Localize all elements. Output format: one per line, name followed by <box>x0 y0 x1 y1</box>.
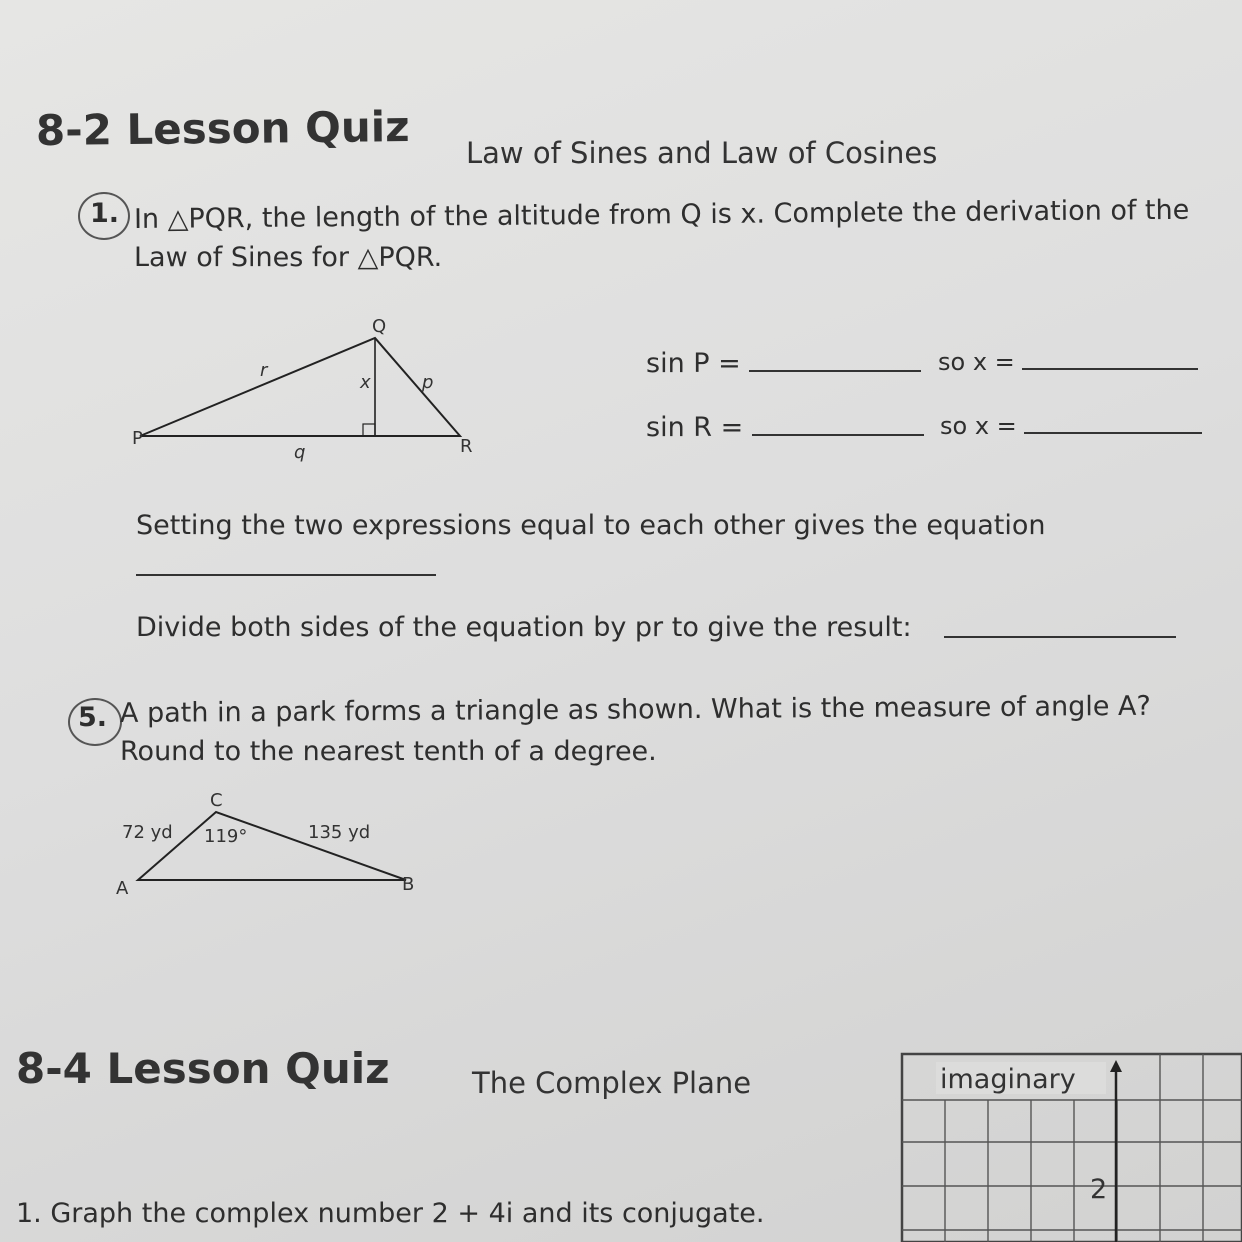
question-5-line-2: Round to the nearest tenth of a degree. <box>120 736 657 767</box>
imaginary-axis-arrow <box>1110 1060 1122 1072</box>
question-5-line-1: A path in a park forms a triangle as shown. What is the measure of angle A? <box>119 690 1151 729</box>
right-angle-mark <box>363 424 375 436</box>
complex-plane-grid[interactable] <box>900 1050 1242 1242</box>
question-1-line-1: In △PQR, the length of the altitude from Q is x. Complete the derivation of the <box>133 194 1190 235</box>
vertex-b-label: B <box>402 874 415 895</box>
triangle-pqr <box>140 338 460 436</box>
vertex-c-label: C <box>210 790 223 811</box>
so-x-blank-2[interactable] <box>1024 412 1202 434</box>
so-x-equation-2 <box>940 412 1202 440</box>
sin-r-equation <box>646 412 924 443</box>
sin-p-equation <box>646 348 921 379</box>
altitude-x-label: x <box>360 372 371 393</box>
triangle-pqr-figure <box>110 300 510 500</box>
so-x-blank-1[interactable] <box>1022 348 1198 370</box>
question-1-line-2: Law of Sines for △PQR. <box>134 242 443 273</box>
so-x-label-1: so x = <box>938 348 1015 376</box>
vertex-a-label: A <box>116 878 129 899</box>
equation-blank[interactable] <box>136 574 436 576</box>
lesson-8-2-title: 8-2 Lesson Quiz <box>35 102 410 155</box>
so-x-equation-1 <box>938 348 1198 376</box>
sin-r-label: sin R = <box>646 412 744 443</box>
result-blank[interactable] <box>944 636 1176 638</box>
setting-equal-text: Setting the two expressions equal to each other gives the equation <box>136 510 1046 541</box>
vertex-r-label: R <box>460 436 473 457</box>
grid-tick-2: 2 <box>1090 1174 1108 1205</box>
sin-p-blank[interactable] <box>749 350 921 372</box>
vertex-p-label: P <box>132 428 143 449</box>
sin-r-blank[interactable] <box>752 414 924 436</box>
side-p-label: p <box>422 372 434 393</box>
sin-p-label: sin P = <box>646 348 741 379</box>
side-r-label: r <box>260 360 268 381</box>
question-5-number: 5. <box>78 702 108 733</box>
lesson-8-4-question-1: 1. Graph the complex number 2 + 4i and its conjugate. <box>16 1198 765 1229</box>
imaginary-axis-label: imaginary <box>940 1064 1076 1095</box>
side-q-label: q <box>294 442 306 463</box>
so-x-label-2: so x = <box>940 412 1017 440</box>
question-1-number: 1. <box>90 198 120 229</box>
side-ac-label: 72 yd <box>122 822 173 843</box>
side-cb-label: 135 yd <box>308 822 371 843</box>
angle-c-label: 119° <box>204 826 248 847</box>
lesson-8-4-title: 8-4 Lesson Quiz <box>16 1044 390 1093</box>
lesson-8-2-subtitle: Law of Sines and Law of Cosines <box>466 136 938 170</box>
vertex-q-label: Q <box>372 316 387 337</box>
triangle-abc-figure <box>110 782 440 912</box>
grid-horizontal-lines <box>902 1100 1242 1230</box>
divide-text: Divide both sides of the equation by pr to give the result: <box>136 612 912 643</box>
lesson-8-4-subtitle: The Complex Plane <box>472 1066 752 1100</box>
